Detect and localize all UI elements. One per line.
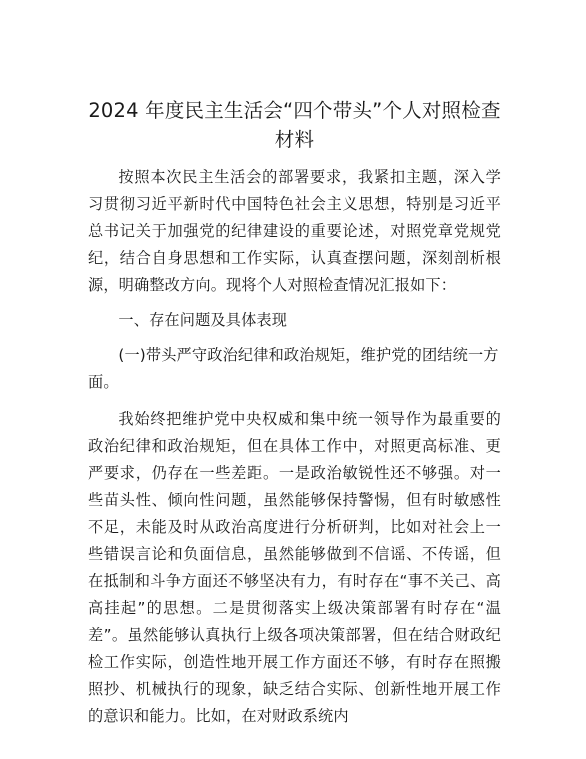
section-heading: 一、存在问题及具体表现 [118, 311, 288, 329]
body-paragraph: 我始终把维护党中央权威和集中统一领导作为最重要的政治纪律和政治规矩，但在具体工作中，对照更高标准、更严要求，仍存在一些差距。一是政治敏锐性还不够强。对一些苗头性、倾向性问题，虽然能够保持警惕，但有时敏感性不足，未能及时从政治高度进行分析研判，比如对社会上一些错误言论和负面信息，虽然能够做到不信谣、不传谣，但在抵制和斗争方面还不够坚决有力，有时存在“事不关己、高高挂起”的思想。二是贯彻落实上级决策部署有时存在“温差”。虽然能够认真执行上级各项决策部署，但在结合财政纪检工作实际，创造性地开展工作方面还不够，有时存在照搬照抄、机械执行的现象，缺乏结合实际、创新性地开展工作的意识和能力。比如，在对财政系统内 [88, 410, 501, 725]
intro-paragraph: 按照本次民主生活会的部署要求，我紧扣主题，深入学习贯彻习近平新时代中国特色社会主义思想，特别是习近平总书记关于加强党的纪律建设的重要论述，对照党章党规党纪，结合自身思想和工作实际，认真查摆问题，深刻剖析根源，明确整改方向。现将个人对照检查情况汇报如下： [88, 168, 501, 294]
document-title: 2024 年度民主生活会“四个带头”个人对照检查材料 [88, 99, 501, 151]
subsection-heading: (一)带头严守政治纪律和政治规矩，维护党的团结统一方面。 [88, 346, 499, 391]
